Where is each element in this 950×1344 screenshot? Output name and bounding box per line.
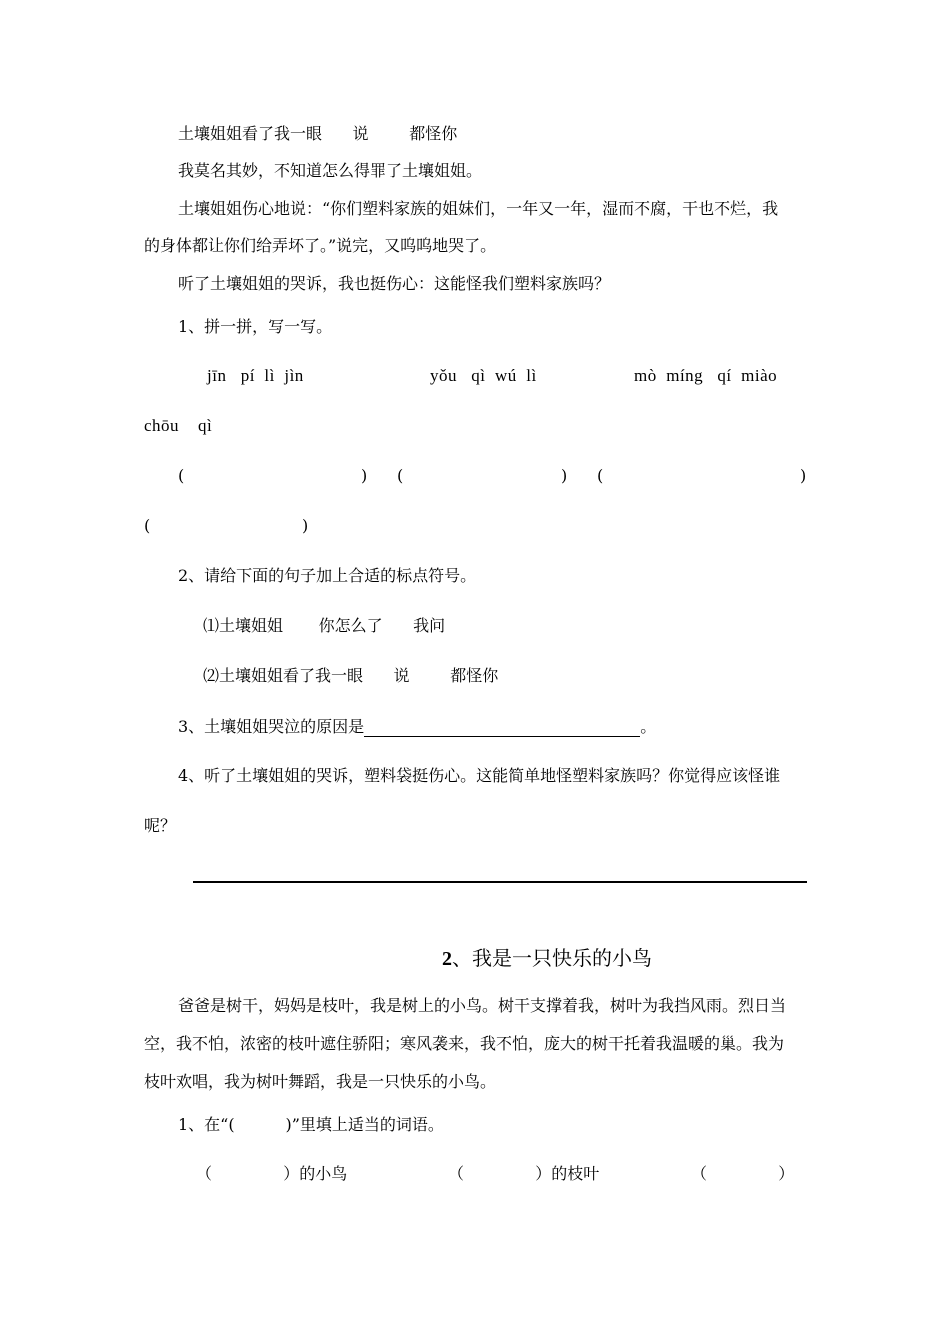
question-2-label: 2、请给下面的句子加上合适的标点符号。 <box>178 566 477 585</box>
section-title-number: 2 <box>442 948 452 970</box>
paragraph-line: 土壤姐姐看了我一眼 说 都怪你 <box>178 124 458 143</box>
question-4-line: 4、听了土壤姐姐的哭诉，塑料袋挺伤心。这能简单地怪塑料家族吗？你觉得应该怪谁 <box>178 766 781 785</box>
bracket-open: ( <box>597 466 604 485</box>
question-4-line: 呢？ <box>144 816 177 835</box>
section-divider <box>193 881 807 883</box>
answer-blank[interactable] <box>364 718 640 737</box>
pinyin-word: mò míng qí miào <box>634 366 778 385</box>
section-title <box>442 946 652 971</box>
paragraph-line: 土壤姐姐伤心地说：“你们塑料家族的姐妹们，一年又一年，湿而不腐，干也不烂，我 <box>178 199 779 218</box>
section-title-text: 、我是一只快乐的小鸟 <box>452 946 652 970</box>
paragraph-line: 空，我不怕，浓密的枝叶遮住骄阳；寒风袭来，我不怕，庞大的树干托着我温暖的巢。我为 <box>144 1034 785 1053</box>
bracket-open: ( <box>144 516 151 535</box>
bracket-close: ) <box>302 516 309 535</box>
bracket-open: ( <box>397 466 404 485</box>
bracket-close: ) <box>361 466 368 485</box>
paragraph-line: 的身体都让你们给弄坏了。”说完，又呜呜地哭了。 <box>144 236 497 255</box>
question-3 <box>178 717 656 737</box>
bracket-close: ) <box>800 466 807 485</box>
paragraph-line: 我莫名其妙，不知道怎么得罪了土壤姐姐。 <box>178 161 483 180</box>
paragraph-line: 枝叶欢唱，我为树叶舞蹈，我是一只快乐的小鸟。 <box>144 1072 497 1091</box>
fill-blank-item: （ ） <box>691 1164 795 1183</box>
paragraph-line: 爸爸是树干，妈妈是枝叶，我是树上的小鸟。树干支撑着我，树叶为我挡风雨。烈日当 <box>178 996 787 1015</box>
question-3-end: 。 <box>640 717 657 736</box>
fill-blank-item: （ ）的小鸟 <box>196 1164 348 1183</box>
fill-blank-item: （ ）的枝叶 <box>448 1164 600 1183</box>
bracket-open: ( <box>178 466 185 485</box>
pinyin-word: jīn pí lì jìn <box>207 366 304 385</box>
question-2-item: ⑴土壤姐姐 你怎么了 我问 <box>203 616 446 635</box>
bracket-close: ) <box>561 466 568 485</box>
question-1-label: 1、拼一拼，写一写。 <box>178 317 333 336</box>
paragraph-line: 听了土壤姐姐的哭诉，我也挺伤心：这能怪我们塑料家族吗？ <box>178 274 611 293</box>
question-2-item: ⑵土壤姐姐看了我一眼 说 都怪你 <box>203 666 499 685</box>
question-1-label: 1、在“( )”里填上适当的词语。 <box>178 1115 444 1134</box>
question-3-label: 3、土壤姐姐哭泣的原因是 <box>178 717 365 736</box>
pinyin-word: chōu qì <box>144 416 213 435</box>
pinyin-word: yǒu qì wú lì <box>430 366 537 385</box>
